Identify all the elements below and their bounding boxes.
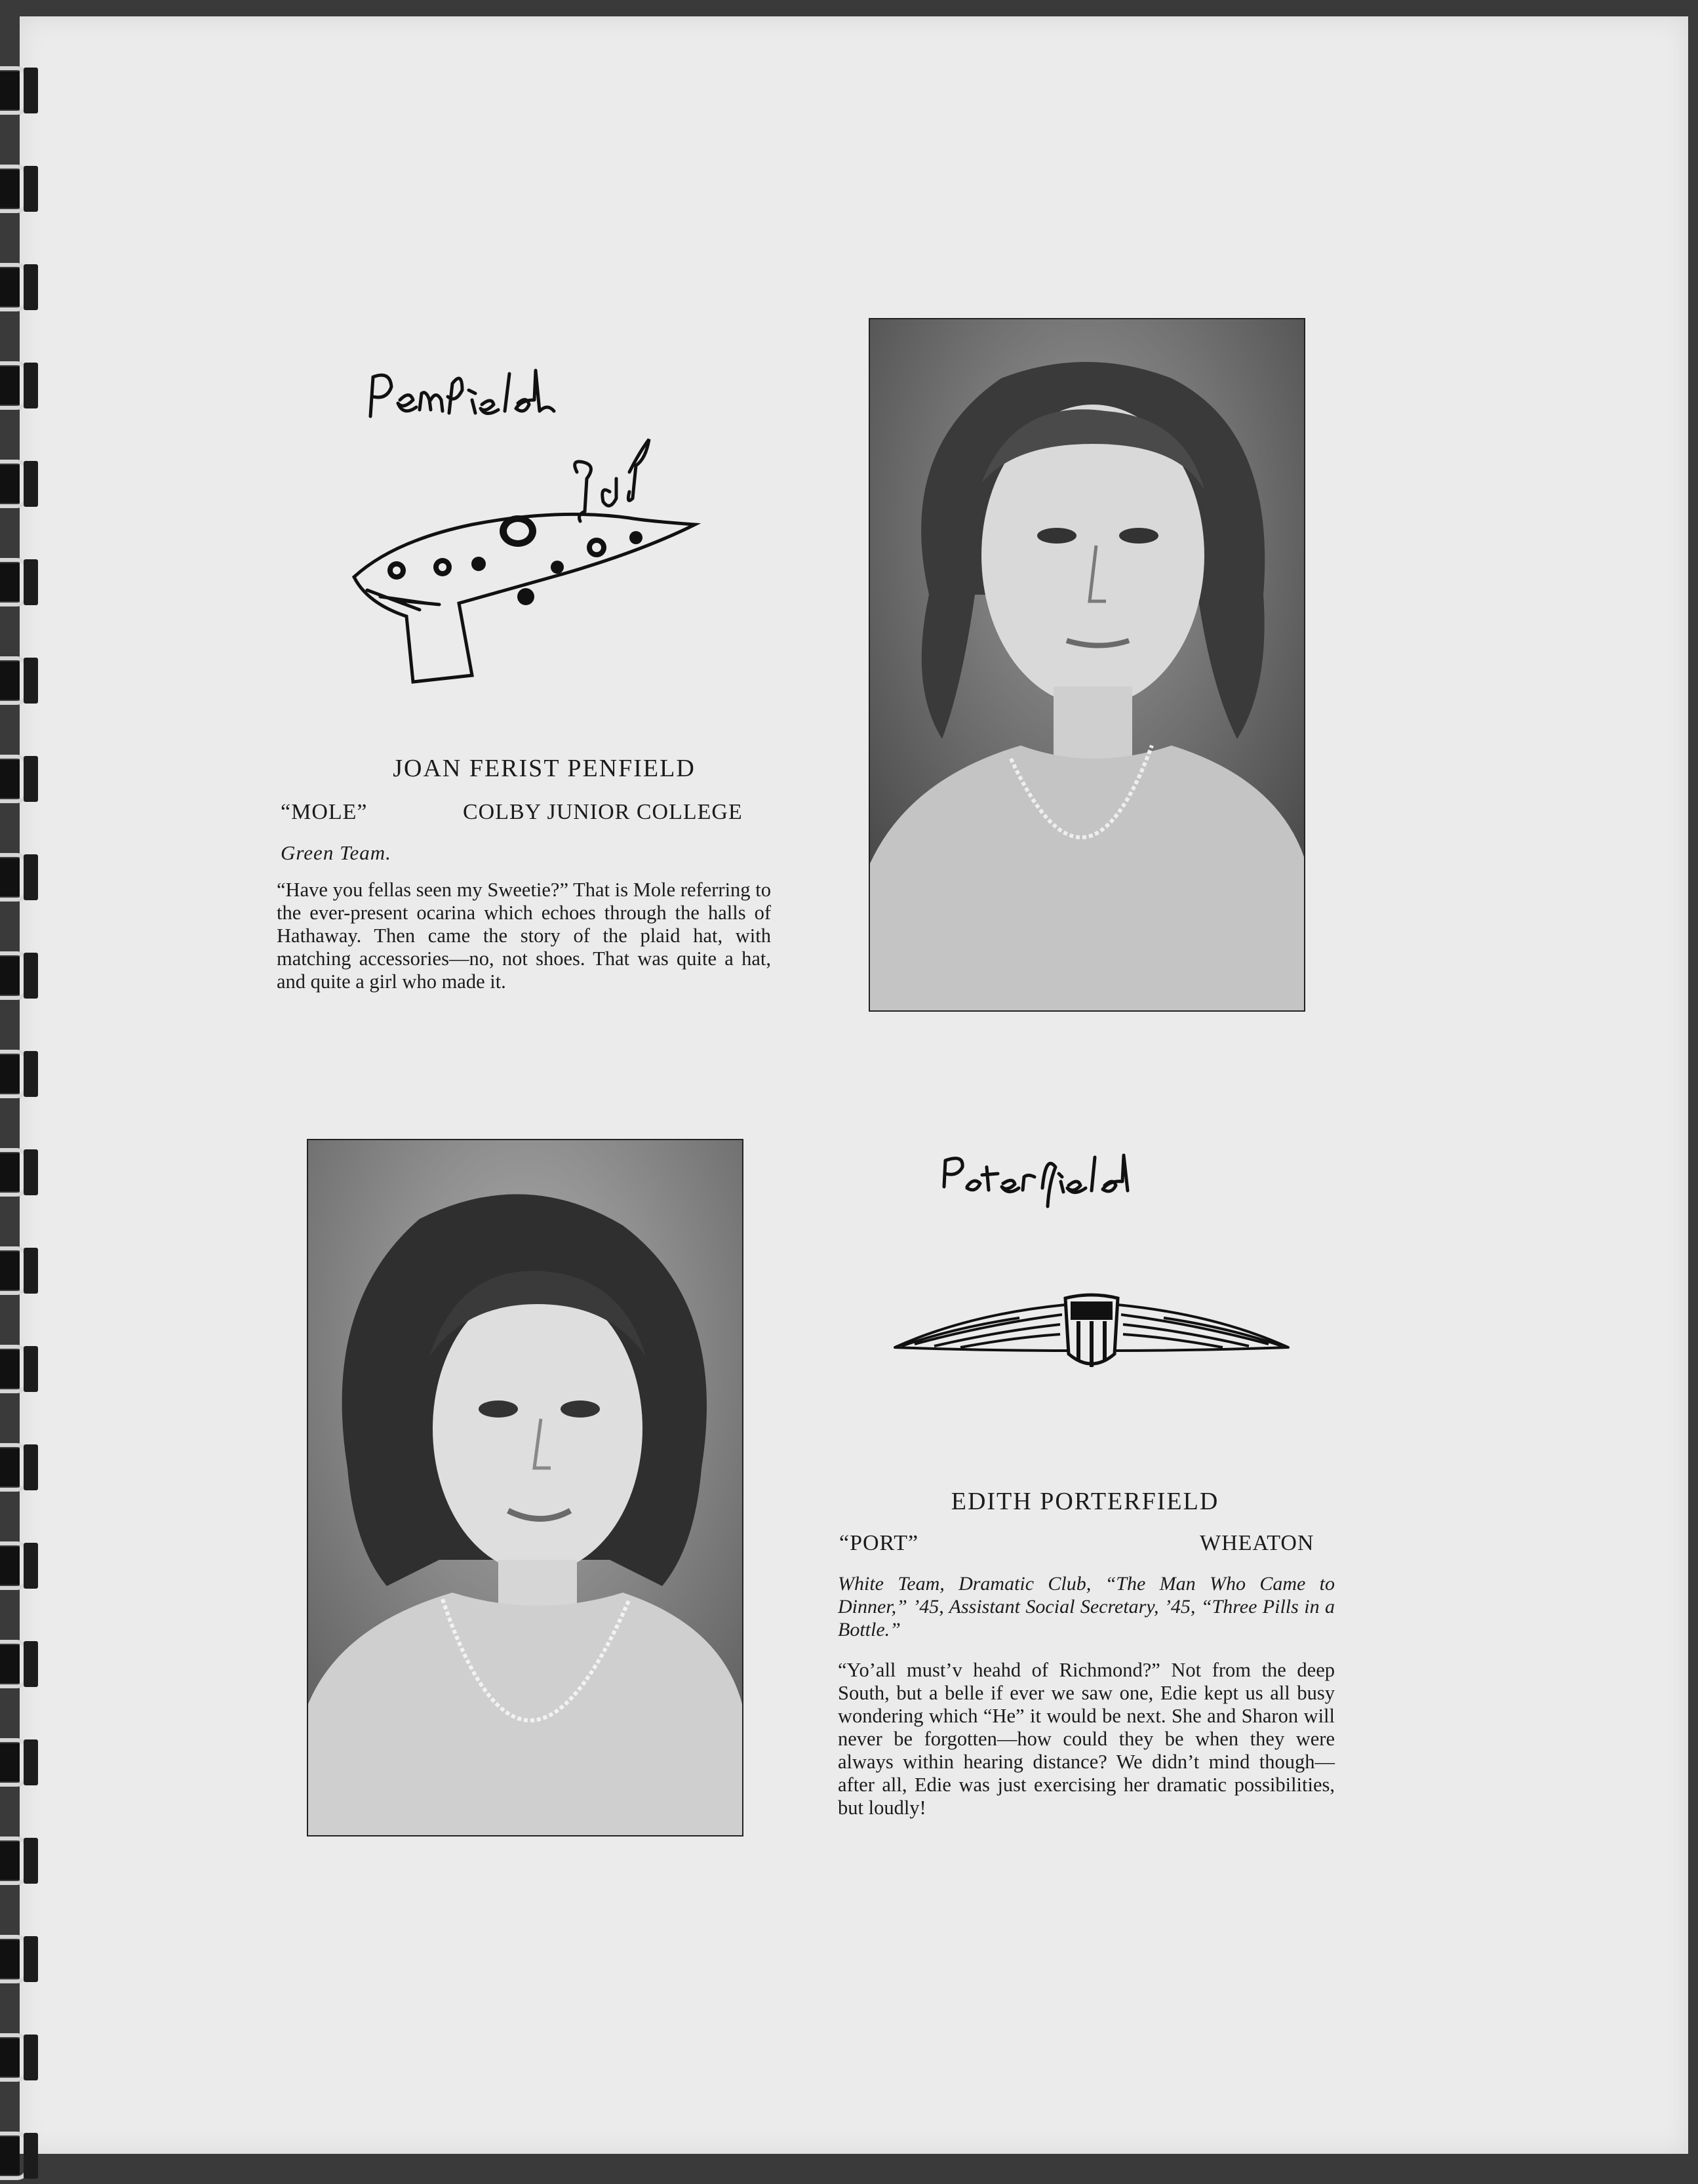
binding-ring <box>0 1242 41 1299</box>
nickname-penfield: “MOLE” <box>281 800 368 824</box>
binding-ring <box>0 357 41 414</box>
binding-ring <box>0 259 41 315</box>
binding-ring <box>0 751 41 807</box>
binding-ring <box>0 1734 41 1791</box>
spiral-binding <box>0 0 46 2175</box>
portrait-photo-penfield <box>869 318 1305 1012</box>
binding-ring <box>0 1439 41 1496</box>
binding-ring <box>0 161 41 217</box>
signature-porterfield <box>938 1147 1180 1213</box>
binding-ring <box>0 1538 41 1594</box>
activities-porterfield: White Team, Dramatic Club, “The Man Who Came to Dinner,” ’45, Assistant Social Secretary, ’45, “Three Pills in a Bottle.” <box>838 1573 1335 1640</box>
binding-ring <box>0 849 41 905</box>
binding-ring <box>0 1046 41 1102</box>
bio-porterfield: “Yo’all must’v heahd of Richmond?” Not from the deep South, but a belle if ever we saw one, Edie kept us all busy wondering which “He” it would be next. She and Sharon will never be forgotten—how could they be when they were always within hearing distance? We didn’t mind though—after all, Edie was just exercising her dramatic possibilities, but loudly! <box>838 1659 1335 1819</box>
binding-ring <box>0 1833 41 1889</box>
binding-ring <box>0 1144 41 1201</box>
school-porterfield: WHEATON <box>1200 1531 1314 1555</box>
bio-penfield: “Have you fellas seen my Sweetie?” That is Mole referring to the ever-present ocarina which echoes through the halls of Hathaway. Then came the story of the plaid hat, with matching accessories—no, not shoes. That was quite a hat, and quite a girl who made it. <box>277 879 771 993</box>
binding-ring <box>0 1636 41 1692</box>
binding-ring <box>0 2128 41 2184</box>
binding-ring <box>0 456 41 512</box>
ocarina-drawing <box>341 400 708 688</box>
activities-penfield: Green Team. <box>281 841 391 864</box>
winged-shield-emblem <box>888 1288 1295 1393</box>
binding-ring <box>0 947 41 1004</box>
binding-ring <box>0 62 41 119</box>
student-name-penfield: JOAN FERIST PENFIELD <box>393 755 696 782</box>
binding-ring <box>0 1341 41 1397</box>
portrait-photo-porterfield <box>307 1139 743 1837</box>
binding-ring <box>0 652 41 709</box>
nickname-porterfield: “PORT” <box>839 1531 919 1555</box>
binding-ring <box>0 554 41 610</box>
school-penfield: COLBY JUNIOR COLLEGE <box>463 800 743 824</box>
binding-ring <box>0 2029 41 2086</box>
yearbook-page <box>20 16 1688 2154</box>
student-name-porterfield: EDITH PORTERFIELD <box>951 1488 1219 1515</box>
binding-ring <box>0 1931 41 1987</box>
